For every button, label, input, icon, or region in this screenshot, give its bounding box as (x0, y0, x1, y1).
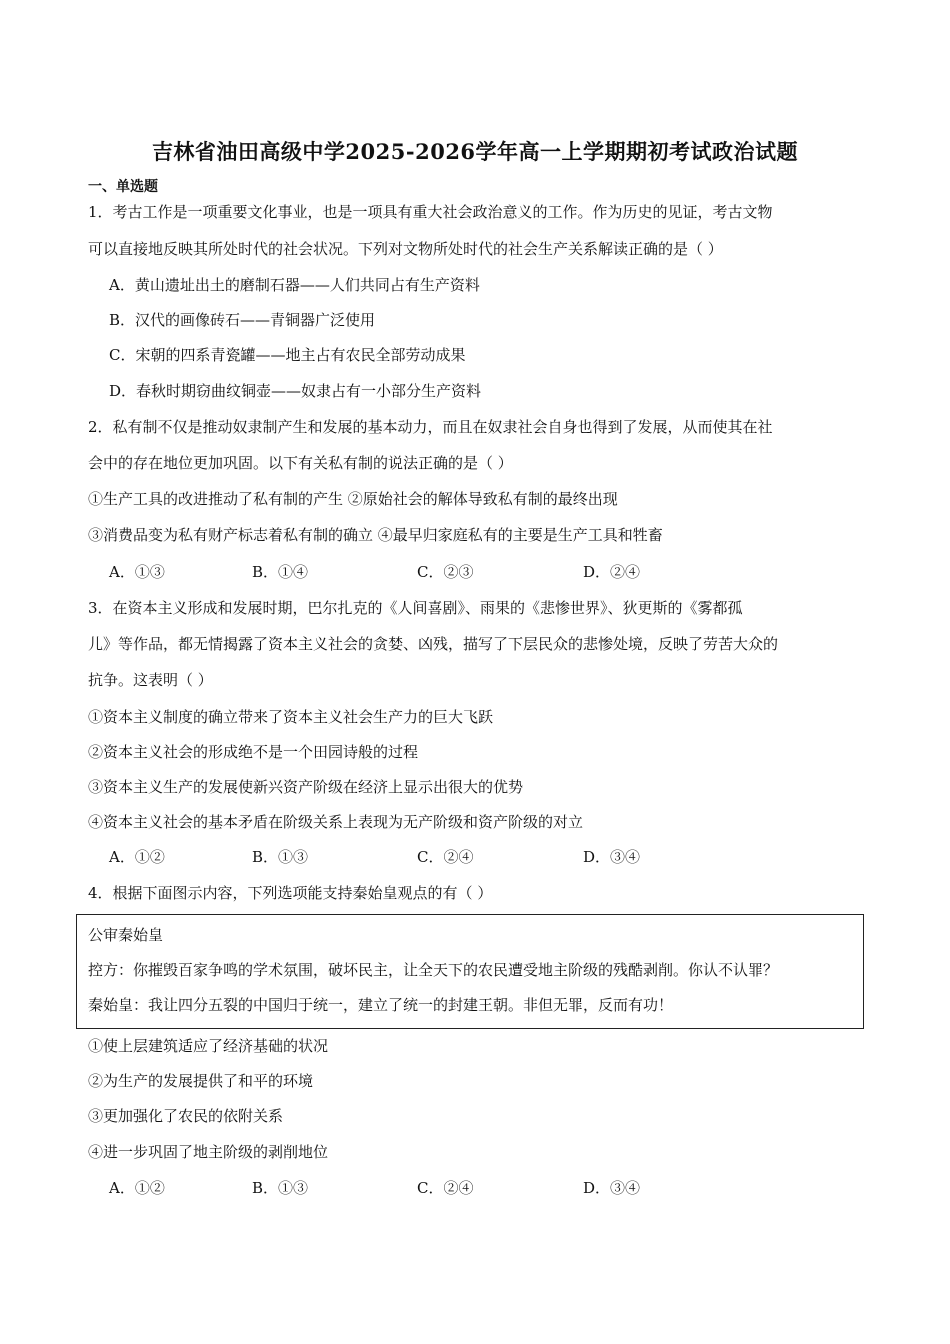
q4-statement-3: ③更加强化了农民的依附关系 (88, 1107, 284, 1125)
q3-option-c: C．②④ (417, 848, 474, 866)
q3-statement-4: ④资本主义社会的基本矛盾在阶级关系上表现为无产阶级和资产阶级的对立 (88, 813, 584, 831)
q3-statement-1: ①资本主义制度的确立带来了资本主义社会生产力的巨大飞跃 (88, 708, 494, 726)
q2-option-c: C．②③ (417, 563, 474, 581)
q2-option-a: A．①③ (109, 563, 165, 581)
q4-statement-2: ②为生产的发展提供了和平的环境 (88, 1072, 314, 1090)
q4-option-d: D．③④ (583, 1179, 641, 1197)
q2-stem-line-2: 会中的存在地位更加巩固。以下有关私有制的说法正确的是（ ） (88, 454, 513, 472)
q4-stem-line-1: 4．根据下面图示内容，下列选项能支持秦始皇观点的有（ ） (88, 884, 493, 902)
q3-stem-line-1: 3．在资本主义形成和发展时期，巴尔扎克的《人间喜剧》、雨果的《悲惨世界》、狄更斯的《雾都孤 (88, 599, 743, 617)
q4-material-box (76, 914, 864, 1029)
section-heading: 一、单选题 (88, 179, 158, 195)
q4-statement-1: ①使上层建筑适应了经济基础的状况 (88, 1037, 329, 1055)
q1-option-a: A．黄山遗址出土的磨制石器——人们共同占有生产资料 (109, 276, 480, 294)
q3-statement-2: ②资本主义社会的形成绝不是一个田园诗般的过程 (88, 743, 419, 761)
q4-box-heading: 公审秦始皇 (88, 926, 164, 944)
q4-box-prosecution: 控方：你摧毁百家争鸣的学术氛围，破坏民主，让全天下的农民遭受地主阶级的残酷剥削。你认不认罪？ (88, 961, 779, 979)
page-title: 吉林省油田高级中学2025-2026学年高一上学期期初考试政治试题 (151, 139, 799, 164)
q1-stem-line-2: 可以直接地反映其所处时代的社会状况。下列对文物所处时代的社会生产关系解读正确的是（ ） (88, 240, 723, 258)
q4-option-b: B．①③ (252, 1179, 309, 1197)
q4-option-c: C．②④ (417, 1179, 474, 1197)
q3-statement-3: ③资本主义生产的发展使新兴资产阶级在经济上显示出很大的优势 (88, 778, 524, 796)
q3-stem-line-2: 儿》等作品，都无情揭露了资本主义社会的贪婪、凶残，描写了下层民众的悲惨处境，反映了劳苦大众的 (88, 635, 779, 653)
q2-option-b: B．①④ (252, 563, 309, 581)
q4-statement-4: ④进一步巩固了地主阶级的剥削地位 (88, 1143, 329, 1161)
q3-stem-line-3: 抗争。这表明（ ） (88, 671, 213, 689)
q1-option-c: C．宋朝的四系青瓷罐——地主占有农民全部劳动成果 (109, 346, 466, 364)
q4-option-a: A．①② (109, 1179, 165, 1197)
q3-option-b: B．①③ (252, 848, 309, 866)
q1-stem-line-1: 1．考古工作是一项重要文化事业，也是一项具有重大社会政治意义的工作。作为历史的见证，考古文物 (88, 203, 773, 221)
q1-option-d: D．春秋时期窃曲纹铜壶——奴隶占有一小部分生产资料 (109, 382, 482, 400)
q4-box-defense: 秦始皇：我让四分五裂的中国归于统一，建立了统一的封建王朝。非但无罪，反而有功！ (88, 996, 674, 1014)
q2-option-d: D．②④ (583, 563, 641, 581)
q2-statements-1: ①生产工具的改进推动了私有制的产生 ②原始社会的解体导致私有制的最终出现 (88, 490, 618, 508)
q3-option-a: A．①② (109, 848, 165, 866)
q2-statements-2: ③消费品变为私有财产标志着私有制的确立 ④最早归家庭私有的主要是生产工具和牲畜 (88, 526, 663, 544)
q2-stem-line-1: 2．私有制不仅是推动奴隶制产生和发展的基本动力，而且在奴隶社会自身也得到了发展，从而使其在社 (88, 418, 773, 436)
q1-option-b: B．汉代的画像砖石——青铜器广泛使用 (109, 311, 376, 329)
q3-option-d: D．③④ (583, 848, 641, 866)
